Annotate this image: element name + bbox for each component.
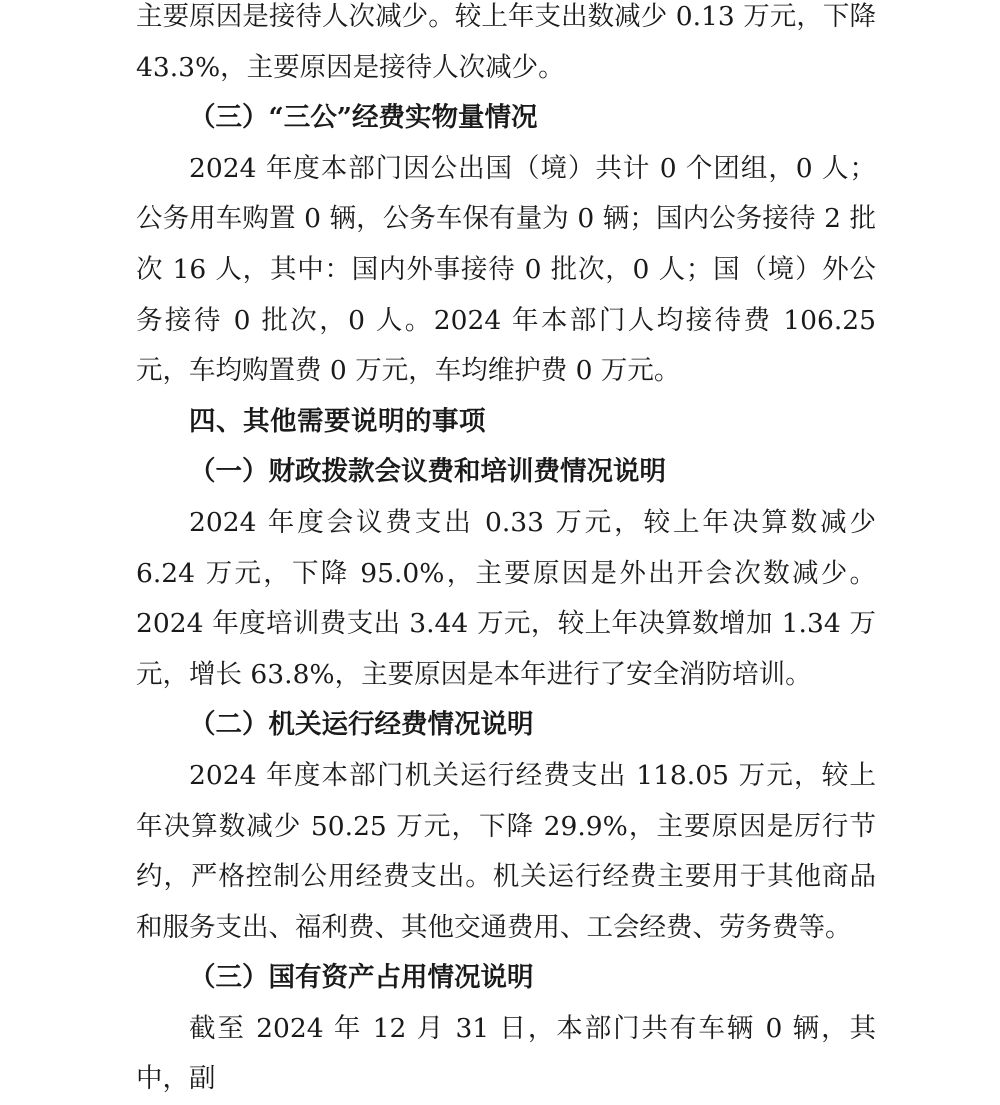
subheading-operating-expenses: （二）机关运行经费情况说明 (189, 709, 534, 741)
subheading-state-assets: （三）国有资产占用情况说明 (189, 962, 534, 994)
paragraph-state-assets: 截至 2024 年 12 月 31 日，本部门共有车辆 0 辆，其中，副 (136, 1012, 876, 1095)
paragraph-operating-expenses: 2024 年度本部门机关运行经费支出 118.05 万元，较上年决算数减少 50.25 万元，下降 29.9%，主要原因是厉行节约，严格控制公用经费支出。机关运行经费主要用于其他商品和服务支出、福利费、其他交通费用、工会经费、劳务费等。 (136, 759, 876, 943)
paragraph-meeting-training: 2024 年度会议费支出 0.33 万元，较上年决算数减少 6.24 万元，下降 95.0%，主要原因是外出开会次数减少。2024 年度培训费支出 3.44 万元，较上年决算数增加 1.34 万元，增长 63.8%，主要原因是本年进行了安全消防培训。 (136, 506, 876, 690)
heading-other-matters: 四、其他需要说明的事项 (189, 405, 486, 437)
paragraph-body-continued: 主要原因是接待人次减少。较上年支出数减少 0.13 万元，下降 43.3%，主要原因是接待人次减少。 (136, 1, 876, 83)
document-body (136, 0, 876, 1105)
subheading-meeting-training: （一）财政拨款会议费和培训费情况说明 (189, 456, 666, 488)
paragraph-sangong-physical: 2024 年度本部门因公出国（境）共计 0 个团组，0 人；公务用车购置 0 辆，公务车保有量为 0 辆；国内公务接待 2 批次 16 人，其中：国内外事接待 0 批次，0 人；国（境）外公务接待 0 批次，0 人。2024 年本部门人均接待费 106.25 元，车均购置费 0 万元，车均维护费 0 万元。 (136, 152, 876, 387)
subheading-sangong-physical: （三）“三公”经费实物量情况 (189, 102, 538, 134)
